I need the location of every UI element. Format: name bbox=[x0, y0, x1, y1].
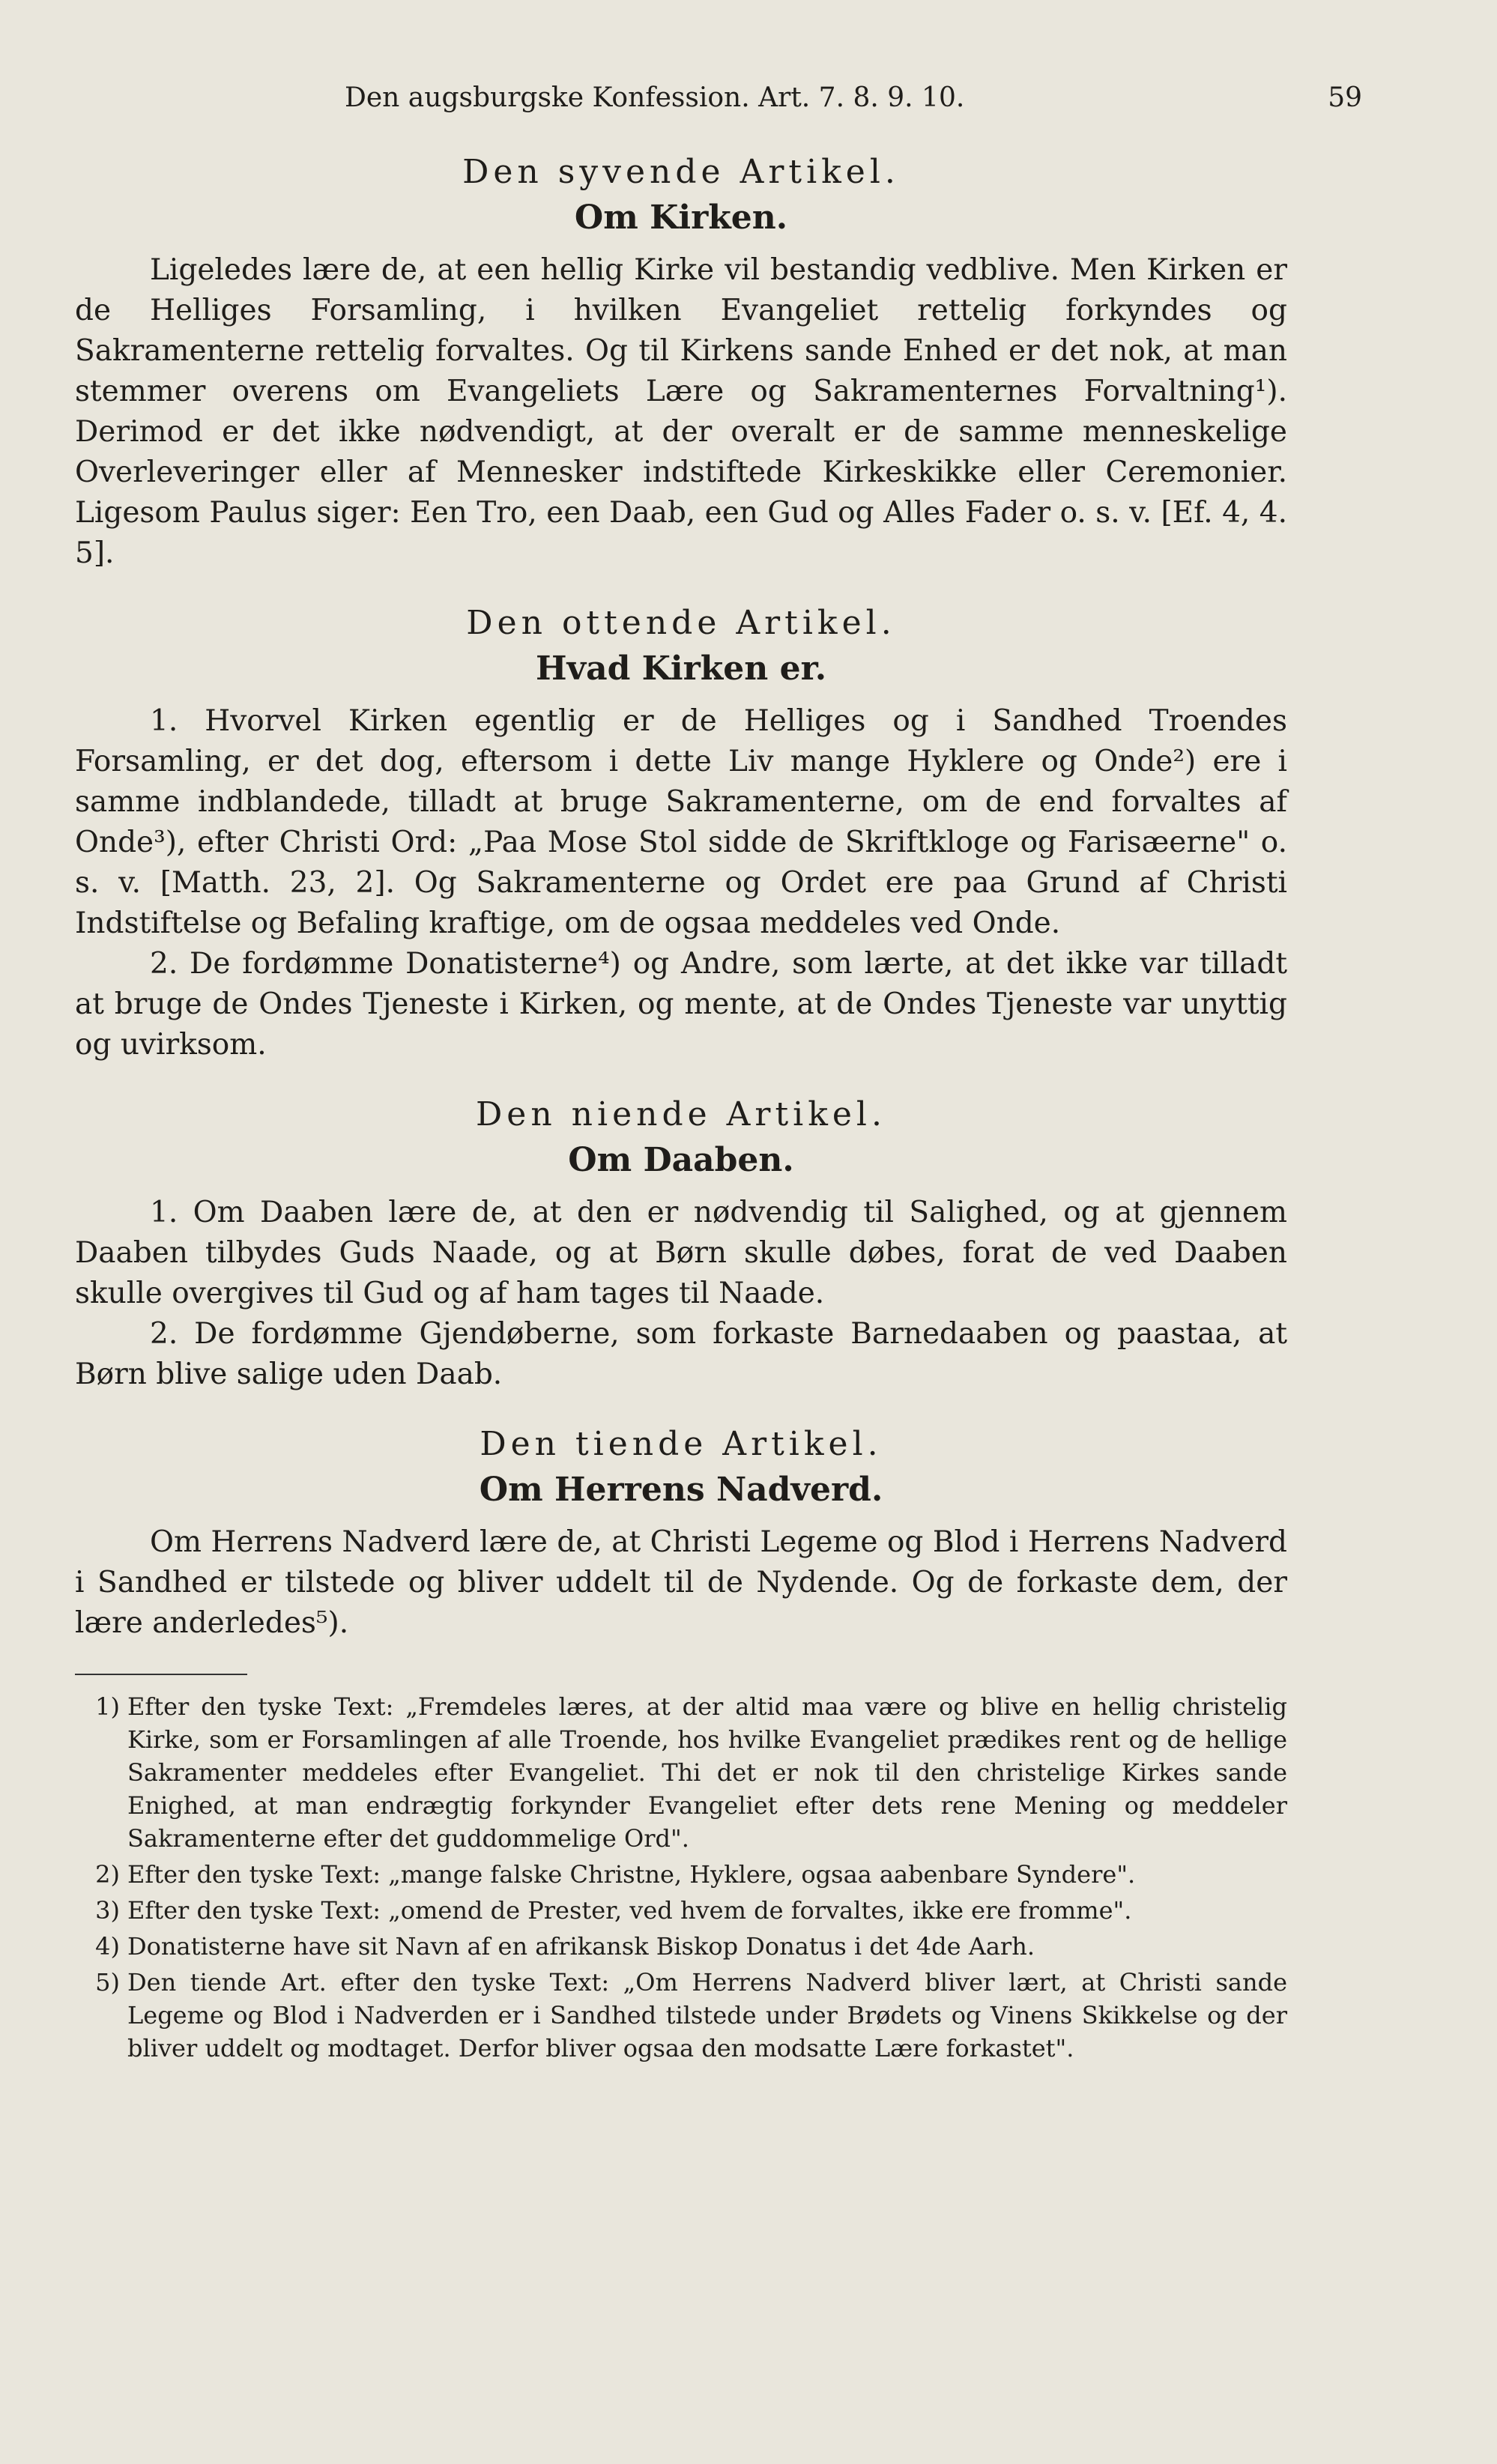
footnote-text: Efter den tyske Text: „omend de Prester, ved hvem de forvaltes, ikke ere fromme". bbox=[127, 1896, 1132, 1925]
article-9 bbox=[75, 1095, 1287, 1395]
article-subheading: Om Kirken. bbox=[574, 199, 788, 237]
paragraph: 2. De fordømme Gjendøberne, som forkaste Barnedaaben og paastaa, at Børn blive salige uden Daab. bbox=[75, 1317, 1287, 1391]
article-subheading: Om Herrens Nadverd. bbox=[479, 1471, 883, 1509]
article-heading: Den niende Artikel. bbox=[476, 1095, 886, 1133]
page-number: 59 bbox=[1328, 82, 1362, 113]
article-heading: Den tiende Artikel. bbox=[480, 1425, 883, 1463]
article-heading: Den ottende Artikel. bbox=[466, 604, 896, 642]
footnote-mark: 3) bbox=[95, 1896, 120, 1925]
footnote-mark: 2) bbox=[95, 1860, 120, 1889]
article-heading: Den syvende Artikel. bbox=[462, 153, 900, 191]
footnote-text: Efter den tyske Text: „mange falske Christne, Hyklere, ogsaa aabenbare Syndere". bbox=[127, 1860, 1136, 1889]
footnotes bbox=[75, 1690, 1287, 2065]
footnote-text: Donatisterne have sit Navn af en afrikansk Biskop Donatus i det 4de Aarh. bbox=[127, 1932, 1035, 1961]
article-subheading: Om Daaben. bbox=[568, 1141, 794, 1179]
article-subheading: Hvad Kirken er. bbox=[535, 650, 827, 688]
footnote-text: Den tiende Art. efter den tyske Text: „Om Herrens Nadverd bliver lært, at Christi sande Legeme og Blod i Nadverden er i Sandhed tilstede under Brødets og Vinens Skikkelse og der bliver uddelt og modtaget. Derfor bliver ogsaa den modsatte Lære forkastet". bbox=[127, 1968, 1287, 2062]
running-head bbox=[75, 82, 1362, 127]
footnote bbox=[75, 1858, 1287, 1891]
article-7 bbox=[75, 153, 1287, 574]
footnote bbox=[75, 1894, 1287, 1927]
paragraph: 2. De fordømme Donatisterne⁴) og Andre, som lærte, at det ikke var tilladt at bruge de Ondes Tjeneste i Kirken, og mente, at de Ondes Tjeneste var unyttig og uvirksom. bbox=[75, 947, 1287, 1062]
paragraph: Om Herrens Nadverd lære de, at Christi Legeme og Blod i Herrens Nadverd i Sandhed er tilstede og bliver uddelt til de Nydende. Og de forkaste dem, der lære anderledes⁵). bbox=[75, 1525, 1287, 1640]
paragraph: 1. Om Daaben lære de, at den er nødvendig til Salighed, og at gjennem Daaben tilbydes Guds Naade, og at Børn skulle døbes, forat de ved Daaben skulle overgives til Gud og af ham tages til Naade. bbox=[75, 1196, 1287, 1310]
paragraph: Ligeledes lære de, at een hellig Kirke vil bestandig vedblive. Men Kirken er de Helliges Forsamling, i hvilken Evangeliet rettelig forkyndes og Sakramenterne rettelig forvaltes. Og til Kirkens sande Enhed er det nok, at man stemmer overens om Evangeliets Lære og Sakramenternes Forvaltning¹). Derimod er det ikke nødvendigt, at der overalt er de samme menneskelige Overleveringer eller af Mennesker indstiftede Kirkeskikke eller Ceremonier. Ligesom Paulus siger: Een Tro, een Daab, een Gud og Alles Fader o. s. v. [Ef. 4, 4. 5]. bbox=[75, 253, 1287, 570]
footnote-mark: 4) bbox=[95, 1932, 120, 1961]
footnote bbox=[75, 1690, 1287, 1855]
footnote-text: Efter den tyske Text: „Fremdeles læres, at der altid maa være og blive en hellig christelig Kirke, som er Forsamlingen af alle Troende, hos hvilke Evangeliet prædikes rent og de hellige Sakramenter meddeles efter Evangeliet. Thi det er nok til den christelige Kirkes sande Enighed, at man endrægtig forkynder Evangeliet efter dets rene Mening og meddeler Sakramenterne efter det guddommelige Ord". bbox=[127, 1692, 1287, 1853]
footnote-mark: 5) bbox=[95, 1968, 120, 1997]
footnote bbox=[75, 1930, 1287, 1963]
paragraph: 1. Hvorvel Kirken egentlig er de Helliges og i Sandhed Troendes Forsamling, er det dog, eftersom i dette Liv mange Hyklere og Onde²) ere i samme indblandede, tilladt at bruge Sakramenterne, om de end forvaltes af Onde³), efter Christi Ord: „Paa Mose Stol sidde de Skriftkloge og Farisæerne" o. s. v. [Matth. 23, 2]. Og Sakramenterne og Ordet ere paa Grund af Christi Indstiftelse og Befaling kraftige, om de ogsaa meddeles ved Onde. bbox=[75, 704, 1287, 940]
footnote-divider bbox=[75, 1674, 247, 1675]
footnote-mark: 1) bbox=[95, 1692, 120, 1721]
article-10 bbox=[75, 1425, 1287, 1644]
running-title: Den augsburgske Konfession. Art. 7. 8. 9. 10. bbox=[345, 82, 965, 113]
article-8 bbox=[75, 604, 1287, 1065]
footnote bbox=[75, 1966, 1287, 2065]
